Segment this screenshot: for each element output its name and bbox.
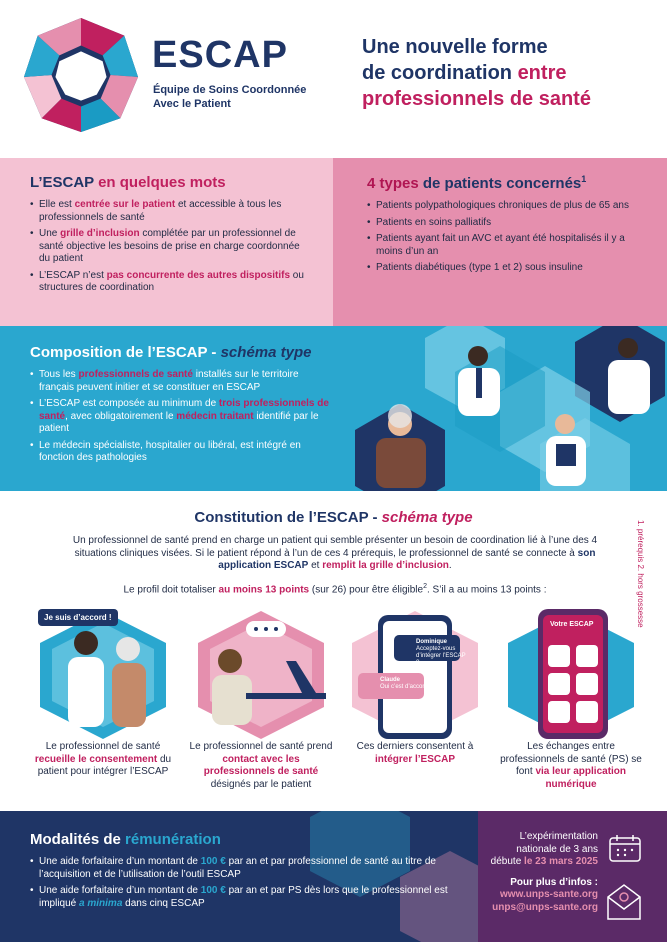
item-text: Tous les [39, 369, 79, 380]
envelope-icon [606, 883, 642, 921]
experiment-date: le 23 mars 2025 [524, 856, 598, 867]
section-composition [0, 326, 667, 491]
brand-name: ESCAP [152, 34, 288, 76]
info-label: Pour plus d’infos : [510, 876, 598, 888]
step-4-illustration [496, 601, 646, 741]
step-1-illustration [28, 601, 178, 741]
list-item [30, 856, 456, 881]
team-illustration [330, 326, 667, 491]
item-text: complétée par un professionnel de santé objective les besoins de prise en charge coordonnée du patient [39, 228, 300, 264]
item-text: Une [39, 228, 61, 239]
headline-line-1: Une nouvelle forme [362, 36, 548, 58]
list-item: • Patients polypathologiques chroniques de plus de 65 ans [367, 200, 647, 213]
section-title [30, 831, 456, 848]
list-item [30, 270, 307, 295]
item-highlight: médecin traitant [176, 410, 254, 422]
headline-line-2 [362, 60, 652, 86]
email-link[interactable]: unps@unps-sante.org [492, 901, 598, 913]
list-item: • Patients en soins palliatifs [367, 217, 647, 230]
section-types-patients [333, 158, 667, 326]
headline-line-2a: de coordination [362, 62, 518, 84]
caption-text: désignés par le patient [210, 778, 312, 790]
title-part: Modalités de [30, 831, 126, 848]
section-title [30, 344, 330, 361]
item-text: L’ESCAP n’est [39, 269, 107, 281]
section-contact [478, 811, 667, 942]
experiment-line-3 [478, 856, 598, 869]
item-text: Elle est [39, 199, 75, 210]
step-1-caption [28, 741, 178, 779]
item-text: Une aide forfaitaire d’un montant de [39, 885, 201, 896]
types-list [367, 200, 647, 275]
message-text: Oui c’est d’accord ! [380, 684, 432, 690]
item-text: par an et par PS dès lors que le professionnel est impliqué [39, 885, 448, 909]
header [0, 0, 667, 158]
item-highlight: 100 € [200, 856, 226, 867]
title-italic: schéma type [220, 344, 312, 361]
composition-list [30, 369, 330, 465]
headline-line-3: professionnels de santé [362, 88, 591, 110]
section-title [367, 174, 647, 192]
points-text: Le profil doit totaliser [123, 584, 219, 596]
points-text: (sur 26) pour être éligible [309, 584, 424, 596]
list-item [30, 369, 330, 394]
step-2-illustration [186, 601, 336, 741]
item-text: identifié par le patient [39, 410, 319, 434]
caption-highlight: via leur application numérique [535, 766, 627, 790]
message-sender: Dominique [416, 639, 447, 645]
phone-message-1 [416, 639, 468, 667]
item-text: par an et par professionnel de santé au titre de l’acquisition et de l’utilisation de l’outil ESCAP [39, 856, 436, 880]
step-3-illustration [340, 601, 490, 741]
section-title [0, 509, 667, 526]
contact-text [478, 831, 598, 914]
item-highlight: trois professionnels de santé [39, 398, 329, 422]
points-text: . S’il a au moins 13 points : [426, 584, 547, 596]
headline-line-2b: entre [517, 62, 567, 84]
title-part: Constitution de l’ESCAP [194, 509, 369, 526]
list-item [30, 398, 330, 436]
item-text: et accessible à tous les professionnels de santé [39, 199, 282, 223]
footnote-mark: 2 [423, 583, 427, 590]
remuneration-list [30, 856, 456, 910]
escap-logo-icon [22, 16, 140, 134]
title-part: L’ESCAP [30, 174, 99, 191]
app-title: Votre ESCAP [550, 621, 594, 628]
item-text: Une aide forfaitaire d’un montant de [39, 856, 201, 867]
list-item: • Patients ayant fait un AVC et ayant été hospitalisés il y a moins d’un an [367, 233, 647, 258]
list-item [30, 199, 307, 224]
caption-text: Le professionnel de santé [45, 741, 161, 752]
item-highlight: centrée sur le patient [74, 199, 176, 210]
section-title [30, 174, 307, 191]
intro-text: . [448, 560, 452, 571]
experiment-line-1: L’expérimentation [519, 831, 598, 842]
caption-highlight: recueille le consentement [34, 753, 158, 765]
title-part: Composition de l’ESCAP [30, 344, 208, 361]
brand-subtitle-1: Équipe de Soins Coordonnée [153, 84, 307, 96]
item-text: L’ESCAP est composée au minimum de [39, 398, 219, 409]
composition-text [30, 344, 330, 469]
title-italic: schéma type [381, 509, 473, 526]
caption-highlight: contact avec les professionnels de santé [203, 753, 319, 777]
intro-highlight: son application ESCAP [218, 547, 596, 571]
title-separator: - [207, 344, 221, 361]
item-text: installés sur le territoire français peuvent initier et se constituer en ESCAP [39, 369, 299, 393]
item-highlight: professionnels de santé [78, 369, 193, 380]
points-highlight: au moins 13 points [218, 584, 310, 596]
title-highlight: en quelques mots [98, 174, 226, 191]
section-constitution [0, 491, 667, 811]
item-text: , avec obligatoirement le [65, 410, 177, 422]
title-highlight: 4 types [367, 175, 423, 192]
item-text: dans cinq ESCAP [122, 897, 205, 909]
speech-bubble: Je suis d’accord ! [38, 609, 118, 626]
item-highlight: grille d’inclusion [60, 228, 140, 239]
item-highlight: 100 € [200, 885, 226, 896]
experiment-line-2: nationale de 3 ans [516, 843, 598, 855]
calendar-icon [608, 833, 642, 863]
title-separator: - [368, 509, 382, 526]
item-highlight: pas concurrente des autres dispositifs [106, 269, 291, 281]
constitution-intro [70, 535, 600, 573]
footnote-mark: 1 [581, 174, 587, 184]
caption-text: Le professionnel de santé prend [189, 741, 333, 752]
footnotes: 1. prérequis 2. hors grossesse [636, 520, 645, 628]
headline [362, 34, 652, 112]
item-italic: a minima [79, 897, 123, 909]
brand-subtitle-2: Avec le Patient [153, 98, 231, 110]
intro-text: Un professionnel de santé prend en charge un patient qui semble présenter un besoin de coordination lié à l’une des 4 situations cliniques visées. Si le patient répond à l’un de ces 4 prérequis, le professionnel de santé se connecte à [72, 535, 598, 559]
list-item: • Patients diabétiques (type 1 et 2) sous insuline [367, 262, 647, 275]
step-4-caption [496, 741, 646, 791]
list-item [30, 440, 330, 465]
section-quelques-mots [0, 158, 333, 326]
item-text: ou structures de coordination [39, 269, 304, 293]
list-item [30, 228, 307, 266]
caption-text: Ces derniers consentent à [356, 741, 474, 752]
step-3-caption [340, 741, 490, 766]
message-text: Acceptez-vous d’intégrer l’ESCAP ? [416, 646, 466, 666]
step-2-caption [186, 741, 336, 791]
website-link[interactable]: www.unps-sante.org [500, 889, 598, 900]
experiment-text: débute [490, 856, 525, 867]
list-item [30, 885, 456, 910]
caption-text: du patient pour intégrer l’ESCAP [37, 753, 172, 777]
mots-list [30, 199, 307, 295]
intro-highlight: remplit la grille d’inclusion [322, 560, 449, 571]
title-highlight: rémunération [125, 831, 221, 848]
title-part: de patients concernés [422, 175, 582, 192]
caption-text: Les échanges entre professionnels de santé (PS) se font [500, 741, 642, 777]
intro-text: et [308, 560, 323, 571]
points-requirement [40, 583, 630, 595]
caption-highlight: intégrer l’ESCAP [374, 753, 456, 765]
item-text: Le médecin spécialiste, hospitalier ou libéral, est intégré en fonction des pathologies [39, 439, 301, 463]
section-remuneration [0, 811, 478, 942]
message-sender: Claude [380, 677, 401, 683]
phone-message-2 [380, 677, 432, 691]
